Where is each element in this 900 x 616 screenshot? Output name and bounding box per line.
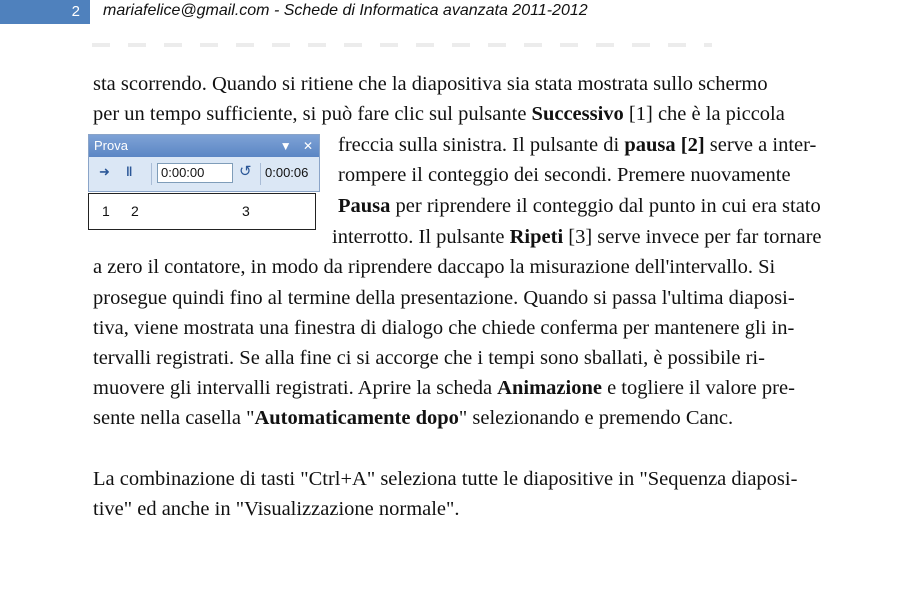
- header-divider: [92, 43, 712, 47]
- text-line: freccia sulla sinistra. Il pulsante di pausa [2] serve a inter-: [338, 134, 817, 156]
- rehearse-timings-toolbar: [88, 134, 320, 192]
- text-line: tiva, viene mostrata una finestra di dialogo che chiede conferma per mantenere gli in-: [93, 317, 795, 339]
- toolbar-callout-labels: [88, 193, 316, 230]
- text-line: La combinazione di tasti "Ctrl+A" seleziona tutte le diapositive in "Sequenza diaposi-: [93, 468, 798, 490]
- text-line: muovere gli intervalli registrati. Aprire la scheda Animazione e togliere il valore pre-: [93, 377, 795, 399]
- separator: [151, 163, 152, 185]
- label-2: 2: [131, 203, 139, 219]
- header-title: mariafelice@gmail.com - Schede di Informatica avanzata 2011-2012: [103, 2, 588, 19]
- slide-time-field[interactable]: 0:00:00: [157, 163, 233, 183]
- text-line: Pausa per riprendere il conteggio dal punto in cui era stato: [338, 195, 821, 217]
- text-line: tervalli registrati. Se alla fine ci si accorge che i tempi sono sballati, è possibile ri-: [93, 347, 765, 369]
- page-number: 2: [0, 0, 90, 24]
- separator: [260, 163, 261, 185]
- next-arrow-icon[interactable]: ➜: [99, 164, 110, 179]
- text-line: prosegue quindi fino al termine della presentazione. Quando si passa l'ultima diaposi-: [93, 287, 795, 309]
- toolbar-title-bar: [89, 135, 319, 157]
- repeat-icon[interactable]: ↺: [239, 163, 252, 180]
- label-3: 3: [242, 203, 250, 219]
- toolbar-title: Prova: [94, 138, 128, 153]
- page-header: [0, 0, 900, 26]
- text-line: a zero il contatore, in modo da riprendere daccapo la misurazione dell'intervallo. Si: [93, 256, 776, 278]
- label-1: 1: [102, 203, 110, 219]
- pause-icon[interactable]: ‖: [126, 164, 133, 179]
- close-icon[interactable]: ✕: [302, 139, 313, 153]
- chevron-down-icon[interactable]: ▼: [279, 139, 292, 153]
- total-time: 0:00:06: [265, 165, 309, 180]
- text-line: tive" ed anche in "Visualizzazione normale".: [93, 498, 460, 520]
- text-line: interrotto. Il pulsante Ripeti [3] serve invece per far tornare: [332, 226, 822, 248]
- text-line: per un tempo sufficiente, si può fare clic sul pulsante Successivo [1] che è la piccola: [93, 103, 785, 125]
- text-line: sta scorrendo. Quando si ritiene che la diapositiva sia stata mostrata sullo schermo: [93, 73, 768, 95]
- text-line: sente nella casella "Automaticamente dopo" selezionando e premendo Canc.: [93, 407, 734, 429]
- text-line: rompere il conteggio dei secondi. Premere nuovamente: [338, 164, 791, 186]
